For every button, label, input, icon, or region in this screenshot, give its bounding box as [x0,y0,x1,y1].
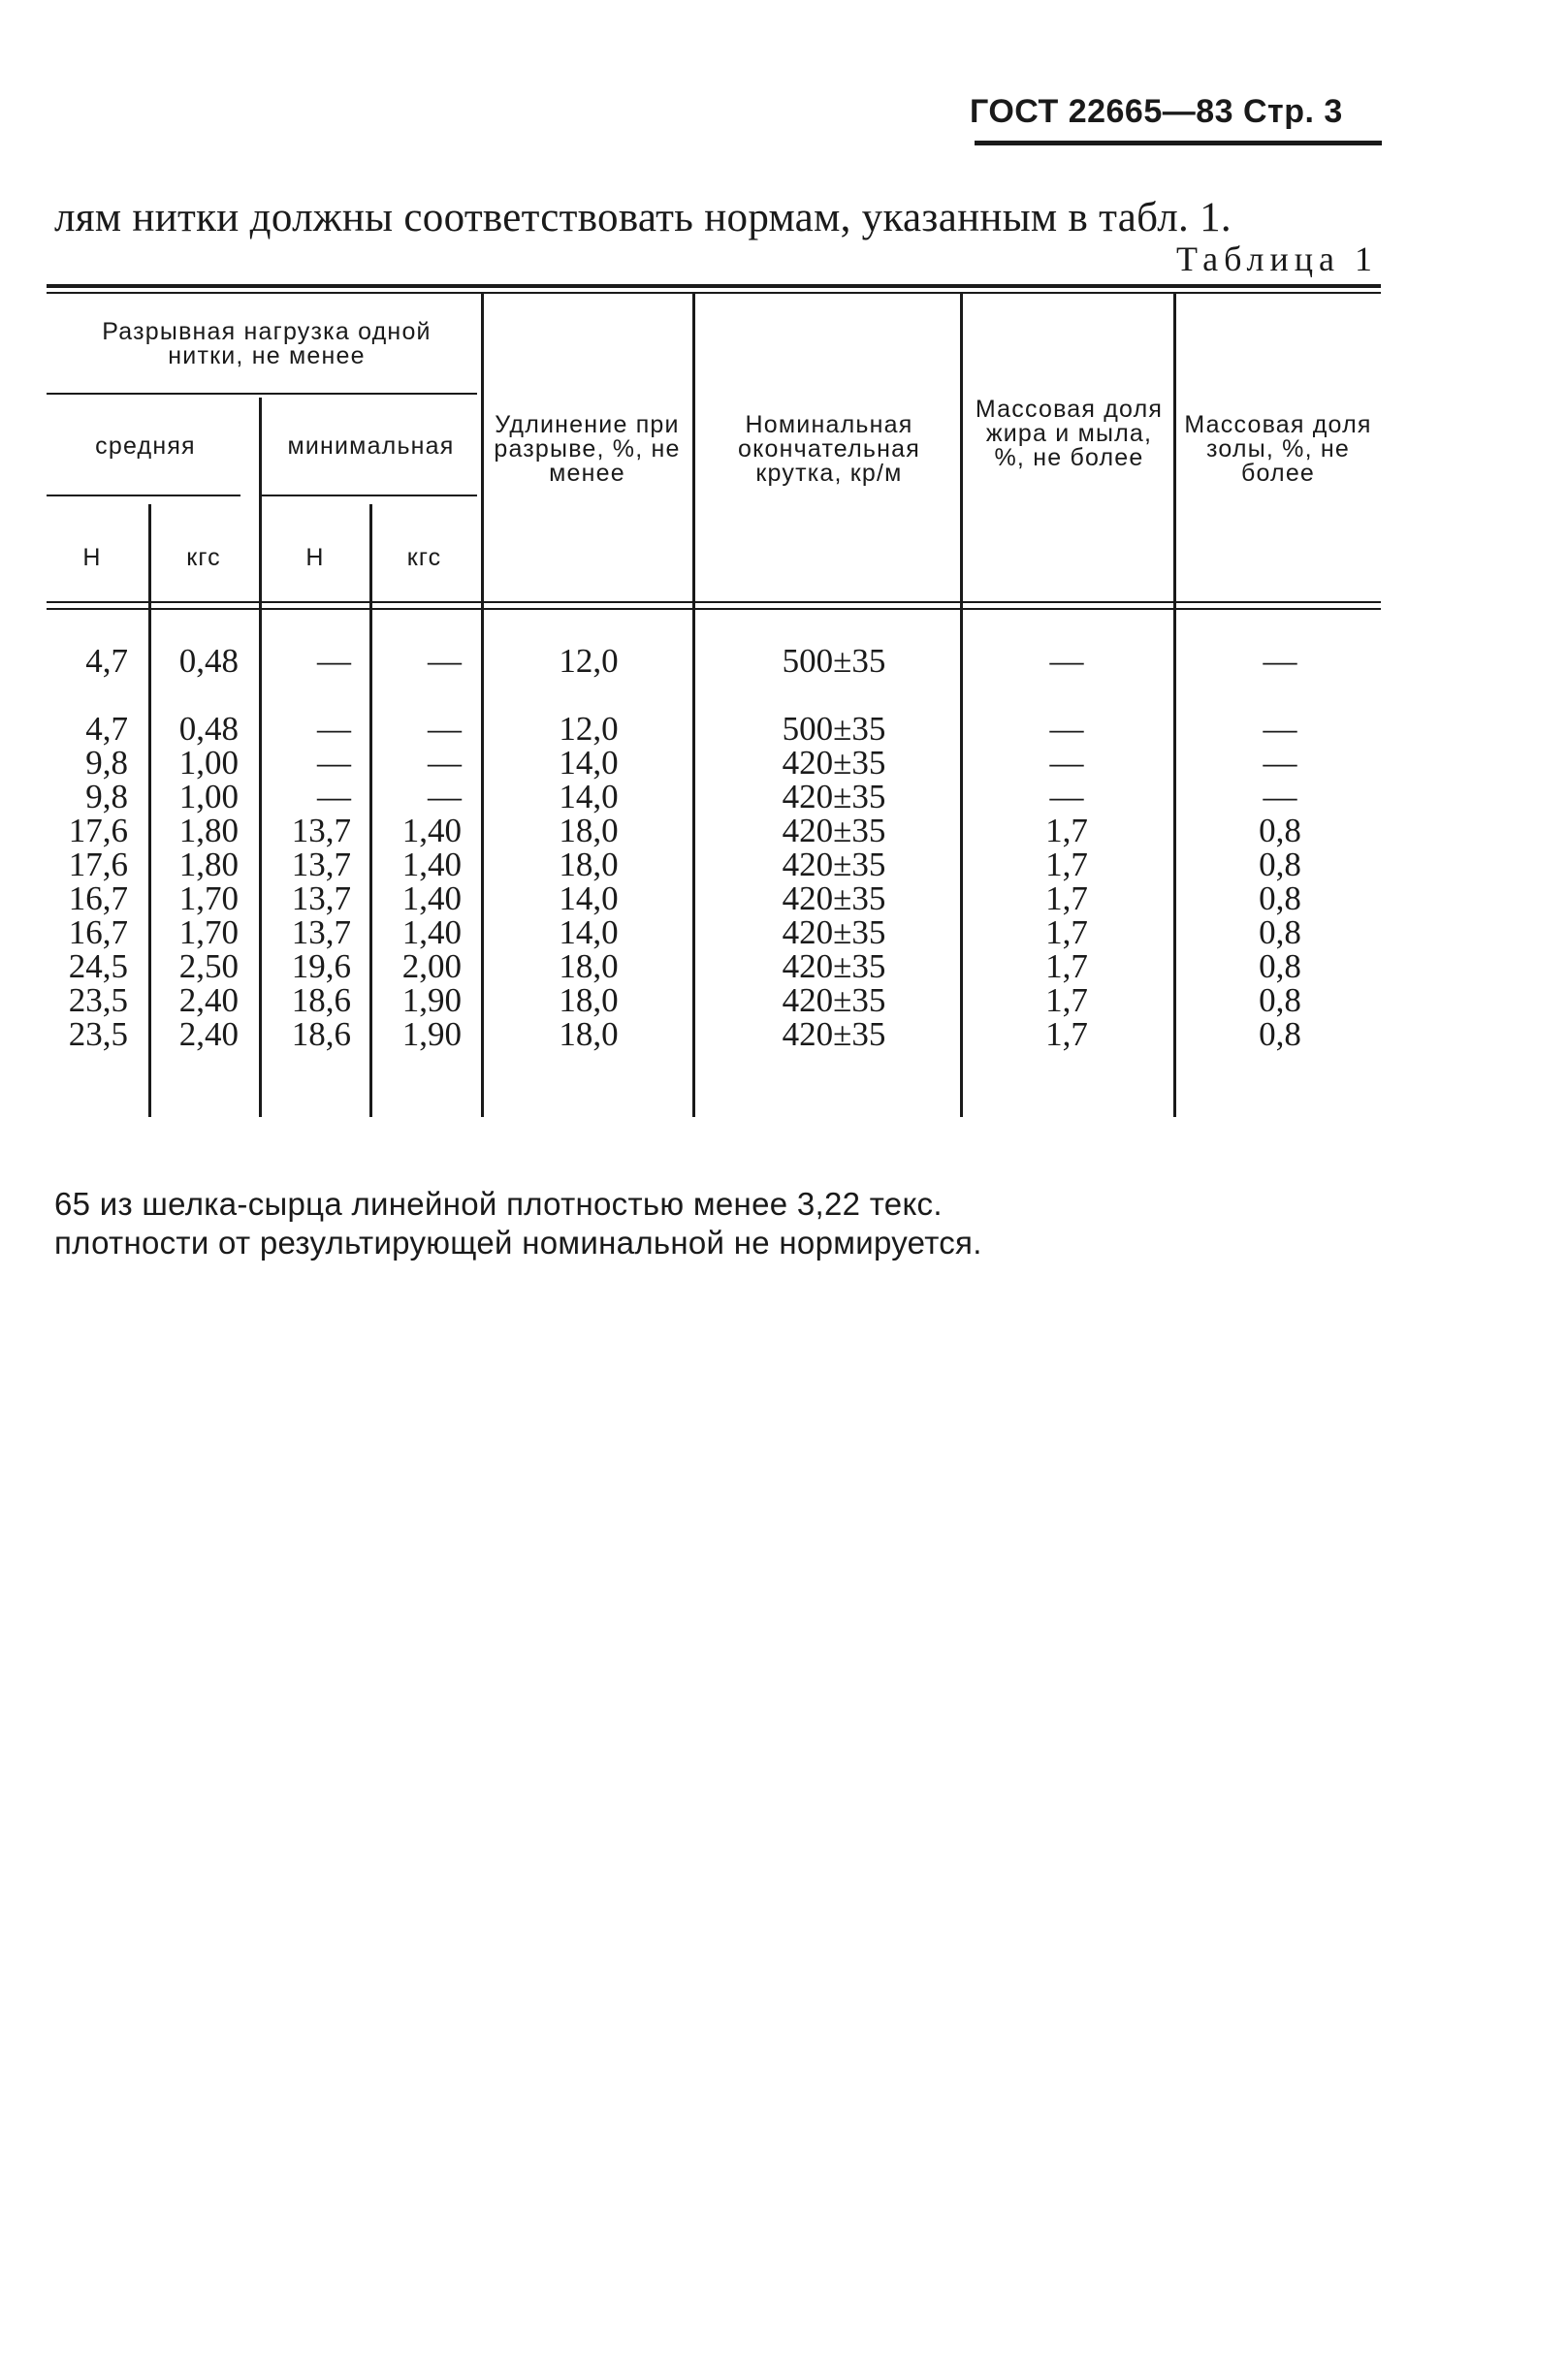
header-elongation: Удлинение при разрыве, %, не менее [494,411,681,487]
cell-fat: 1,7 [1045,846,1088,883]
cell-twist: 420±35 [782,947,886,985]
header-subrule-min [260,495,477,496]
cell-avg-kgf: 2,40 [178,1015,239,1053]
cell-min-kgf: 1,90 [401,1015,462,1053]
cell-twist: 420±35 [782,913,886,951]
cell-fat: 1,7 [1045,812,1088,849]
header-average: средняя [95,432,196,460]
header-breaking-load: Разрывная нагрузка одной нитки, не менее [102,318,432,369]
cell-min-kgf: — [428,744,462,782]
cell-ash: 0,8 [1259,812,1301,849]
cell-avg-n: 16,7 [68,913,128,951]
cell-ash: 0,8 [1259,913,1301,951]
col-divider-5 [692,294,695,1117]
cell-elong: 14,0 [559,913,619,951]
header-bottom-rule-2 [47,608,1381,610]
cell-twist: 420±35 [782,846,886,883]
cell-avg-n: 17,6 [68,846,128,883]
cell-elong: 12,0 [559,642,619,680]
header-min-n: Н [305,544,325,571]
cell-ash: 0,8 [1259,981,1301,1019]
cell-avg-n: 16,7 [68,879,128,917]
header-avg-n: Н [82,544,102,571]
cell-twist: 420±35 [782,812,886,849]
cell-twist: 420±35 [782,879,886,917]
cell-avg-n: 4,7 [85,642,128,680]
cell-min-n: — [317,744,351,782]
cell-min-n: 13,7 [291,812,351,849]
cell-avg-n: 4,7 [85,710,128,748]
cell-elong: 14,0 [559,778,619,815]
cell-avg-n: 24,5 [68,947,128,985]
cell-elong: 18,0 [559,947,619,985]
cell-elong: 18,0 [559,812,619,849]
cell-avg-kgf: 2,50 [178,947,239,985]
col-divider-7 [1173,294,1176,1117]
cell-elong: 12,0 [559,710,619,748]
table-caption: Таблица 1 [1176,239,1378,278]
cell-min-n: — [317,778,351,815]
cell-min-n: — [317,642,351,680]
cell-min-n: — [317,710,351,748]
col-divider-6 [960,294,963,1117]
col-divider-2 [259,398,262,1117]
cell-twist: 500±35 [782,642,886,680]
cell-fat: 1,7 [1045,947,1088,985]
col-divider-4 [481,294,484,1117]
cell-min-n: 18,6 [291,1015,351,1053]
header-ash: Массовая доля золы, %, не более [1184,411,1372,487]
col-divider-3 [369,504,372,1117]
cell-fat: — [1049,778,1084,815]
table-top-rule [47,284,1381,288]
cell-min-n: 19,6 [291,947,351,985]
cell-elong: 14,0 [559,879,619,917]
header-min-kgf: кгс [406,544,442,571]
cell-twist: 500±35 [782,710,886,748]
cell-min-kgf: 1,40 [401,846,462,883]
header-rule [975,141,1382,145]
cell-twist: 420±35 [782,778,886,815]
cell-elong: 14,0 [559,744,619,782]
cell-ash: — [1263,710,1297,748]
cell-fat: — [1049,642,1084,680]
cell-ash: 0,8 [1259,879,1301,917]
header-subrule [47,393,477,395]
cell-ash: 0,8 [1259,846,1301,883]
cell-twist: 420±35 [782,981,886,1019]
cell-avg-kgf: 0,48 [178,710,239,748]
cell-elong: 18,0 [559,1015,619,1053]
cell-min-kgf: 2,00 [401,947,462,985]
cell-ash: — [1263,744,1297,782]
cell-fat: — [1049,710,1084,748]
cell-avg-n: 23,5 [68,981,128,1019]
cell-avg-kgf: 0,48 [178,642,239,680]
cell-ash: — [1263,778,1297,815]
cell-min-n: 13,7 [291,879,351,917]
cell-avg-n: 9,8 [85,778,128,815]
cell-ash: — [1263,642,1297,680]
cell-avg-kgf: 1,00 [178,778,239,815]
cell-avg-n: 17,6 [68,812,128,849]
cell-fat: — [1049,744,1084,782]
header-twist: Номинальная окончательная крутка, кр/м [738,411,920,487]
header-bottom-rule [47,601,1381,603]
header-avg-kgf: кгс [186,544,221,571]
cell-min-kgf: — [428,710,462,748]
table-top-rule-2 [47,292,1381,294]
cell-min-kgf: 1,40 [401,879,462,917]
note-line-2: плотности от результирующей номинальной не нормируется. [54,1225,982,1261]
cell-min-kgf: 1,90 [401,981,462,1019]
note-line-1: 65 из шелка-сырца линейной плотностью менее 3,22 текс. [54,1186,943,1222]
cell-elong: 18,0 [559,981,619,1019]
cell-twist: 420±35 [782,744,886,782]
cell-elong: 18,0 [559,846,619,883]
intro-text: лям нитки должны соответствовать нормам, указанным в табл. 1. [54,195,1232,240]
cell-avg-kgf: 2,40 [178,981,239,1019]
cell-avg-n: 9,8 [85,744,128,782]
cell-min-kgf: 1,40 [401,913,462,951]
header-minimum: минимальная [287,432,455,460]
header-fat-soap: Массовая доля жира и мыла, %, не более [975,396,1164,471]
cell-avg-kgf: 1,70 [178,879,239,917]
cell-fat: 1,7 [1045,981,1088,1019]
col-divider-1 [148,504,151,1117]
cell-avg-n: 23,5 [68,1015,128,1053]
cell-fat: 1,7 [1045,1015,1088,1053]
cell-min-n: 13,7 [291,913,351,951]
cell-fat: 1,7 [1045,879,1088,917]
cell-fat: 1,7 [1045,913,1088,951]
cell-min-n: 13,7 [291,846,351,883]
cell-min-kgf: 1,40 [401,812,462,849]
cell-ash: 0,8 [1259,1015,1301,1053]
cell-avg-kgf: 1,70 [178,913,239,951]
cell-min-kgf: — [428,778,462,815]
cell-avg-kgf: 1,80 [178,812,239,849]
cell-min-kgf: — [428,642,462,680]
header-subrule-avg [47,495,240,496]
cell-avg-kgf: 1,80 [178,846,239,883]
cell-avg-kgf: 1,00 [178,744,239,782]
cell-min-n: 18,6 [291,981,351,1019]
cell-ash: 0,8 [1259,947,1301,985]
page-header: ГОСТ 22665—83 Стр. 3 [970,93,1343,130]
cell-twist: 420±35 [782,1015,886,1053]
